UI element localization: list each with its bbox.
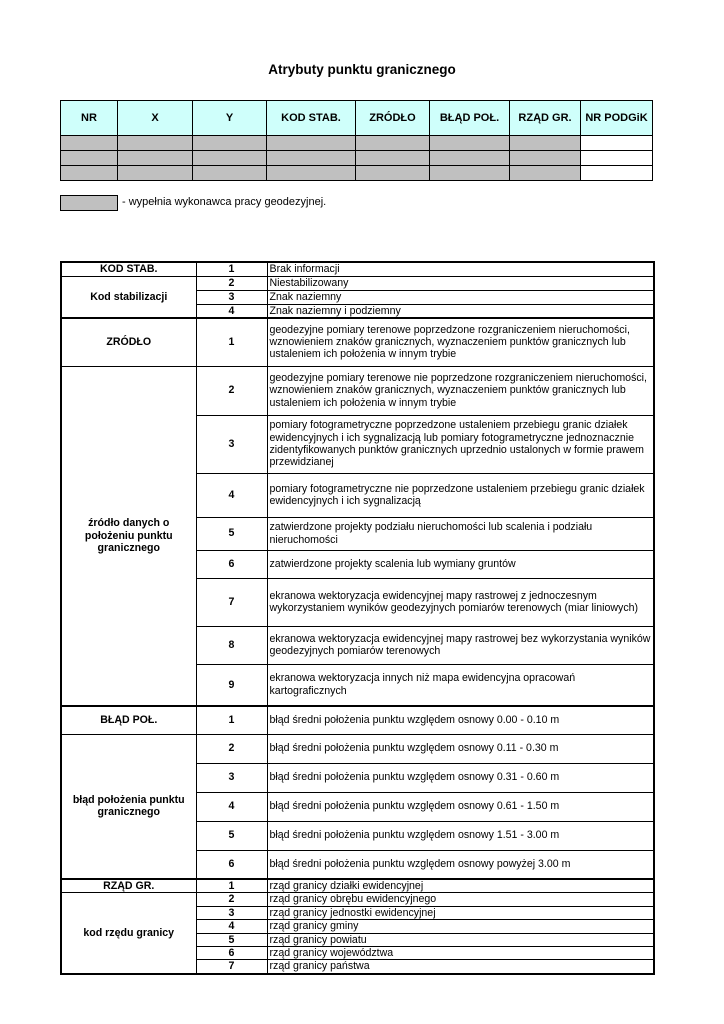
code-number: 7 [196, 960, 267, 974]
code-description: błąd średni położenia punktu względem osnowy 1.51 - 3.00 m [267, 821, 654, 850]
code-number: 1 [196, 879, 267, 893]
legend-gray-swatch [60, 195, 118, 211]
gray-cell [356, 151, 430, 166]
code-number: 4 [196, 920, 267, 933]
code-number: 5 [196, 517, 267, 550]
code-description: błąd średni położenia punktu względem osnowy 0.31 - 0.60 m [267, 763, 654, 792]
column-header: NR [61, 101, 118, 136]
code-number: 2 [196, 734, 267, 763]
code-description: Niestabilizowany [267, 276, 654, 290]
gray-cell [118, 151, 193, 166]
code-description: błąd średni położenia punktu względem osnowy 0.11 - 0.30 m [267, 734, 654, 763]
table-row [61, 276, 654, 290]
gray-cell [356, 136, 430, 151]
code-description: geodezyjne pomiary terenowe poprzedzone rozgraniczeniem nieruchomości, wznowieniem znaków granicznych, wyznaczeniem punktów granicznych lub ustaleniem ich położenia w innym trybie [267, 318, 654, 366]
code-description: błąd średni położenia punktu względem osnowy powyżej 3.00 m [267, 850, 654, 879]
code-number: 6 [196, 850, 267, 879]
gray-cell [61, 136, 118, 151]
section-code-row [61, 706, 654, 734]
table-row [61, 166, 653, 181]
attributes-header-table [60, 100, 653, 181]
code-description: pomiary fotogrametryczne nie poprzedzone ustaleniem przebiegu granic działek ewidencyjnych i ich sygnalizacją [267, 473, 654, 517]
code-description: rząd granicy państwa [267, 960, 654, 974]
white-cell [581, 166, 653, 181]
gray-cell [193, 166, 267, 181]
code-description: ekranowa wektoryzacja innych niż mapa ewidencyjna opracowań kartograficznych [267, 664, 654, 706]
table-row [61, 734, 654, 763]
gray-cell [267, 151, 356, 166]
gray-cell [430, 151, 510, 166]
code-number: 8 [196, 626, 267, 664]
table-row [61, 151, 653, 166]
legend-text: - wypełnia wykonawca pracy geodezyjnej. [122, 196, 327, 208]
column-header: KOD STAB. [267, 101, 356, 136]
section-code-row [61, 262, 654, 276]
code-number: 3 [196, 290, 267, 304]
code-description: rząd granicy województwa [267, 947, 654, 960]
code-number: 1 [196, 318, 267, 366]
code-description: geodezyjne pomiary terenowe nie poprzedzone rozgraniczeniem nieruchomości, wznowieniem znaków granicznych, wyznaczeniem punktów granicznych lub ustaleniem ich położenia w innym trybie [267, 366, 654, 415]
code-description: zatwierdzone projekty scalenia lub wymiany gruntów [267, 550, 654, 578]
section-code: BŁĄD POŁ. [61, 706, 196, 734]
white-cell [581, 136, 653, 151]
code-number: 2 [196, 366, 267, 415]
gray-cell [510, 151, 581, 166]
code-description: rząd granicy obrębu ewidencyjnego [267, 893, 654, 906]
gray-cell [61, 151, 118, 166]
code-number: 4 [196, 792, 267, 821]
code-number: 3 [196, 906, 267, 919]
section-name: Kod stabilizacji [61, 276, 196, 318]
code-description: Znak naziemny i podziemny [267, 304, 654, 318]
section-code: RZĄD GR. [61, 879, 196, 893]
code-description: Znak naziemny [267, 290, 654, 304]
gray-cell [510, 166, 581, 181]
code-number: 9 [196, 664, 267, 706]
table-row [61, 366, 654, 415]
gray-cell [61, 166, 118, 181]
column-header: ZRÓDŁO [356, 101, 430, 136]
page-title: Atrybuty punktu granicznego [268, 62, 456, 77]
code-description: zatwierdzone projekty podziału nieruchomości lub scalenia i podziału nieruchomości [267, 517, 654, 550]
code-description: błąd średni położenia punktu względem osnowy 0.00 - 0.10 m [267, 706, 654, 734]
code-number: 6 [196, 947, 267, 960]
header-row [61, 101, 653, 136]
gray-cell [510, 136, 581, 151]
code-number: 5 [196, 933, 267, 946]
gray-cell [267, 166, 356, 181]
code-description: ekranowa wektoryzacja ewidencyjnej mapy rastrowej z jednoczesnym wykorzystaniem wyników geodezyjnych pomiarów terenowych (miar liniowych) [267, 578, 654, 626]
gray-cell [118, 136, 193, 151]
code-number: 4 [196, 473, 267, 517]
table-row [61, 893, 654, 906]
gray-cell [118, 166, 193, 181]
gray-cell [193, 151, 267, 166]
code-number: 5 [196, 821, 267, 850]
column-header: X [118, 101, 193, 136]
table-row [61, 136, 653, 151]
codes-table [60, 261, 655, 975]
column-header: RZĄD GR. [510, 101, 581, 136]
code-description: pomiary fotogrametryczne poprzedzone ustaleniem przebiegu granic działek ewidencyjnych i ich sygnalizacją lub pomiary fotogrametryczne jednoznacznie zidentyfikowanych punktów granicznych uprzednio ustalonych w formie prawem przewidzianej [267, 415, 654, 473]
code-number: 6 [196, 550, 267, 578]
section-name: kod rzędu granicy [61, 893, 196, 974]
section-code: ZRÓDŁO [61, 318, 196, 366]
code-description: rząd granicy działki ewidencyjnej [267, 879, 654, 893]
white-cell [581, 151, 653, 166]
code-description: błąd średni położenia punktu względem osnowy 0.61 - 1.50 m [267, 792, 654, 821]
code-number: 2 [196, 893, 267, 906]
code-number: 7 [196, 578, 267, 626]
column-header: Y [193, 101, 267, 136]
code-number: 3 [196, 415, 267, 473]
section-code: KOD STAB. [61, 262, 196, 276]
code-description: Brak informacji [267, 262, 654, 276]
gray-cell [356, 166, 430, 181]
gray-cell [267, 136, 356, 151]
gray-cell [193, 136, 267, 151]
column-header: NR PODGiK [581, 101, 653, 136]
code-number: 4 [196, 304, 267, 318]
section-name: błąd położenia punktu granicznego [61, 734, 196, 879]
code-description: rząd granicy powiatu [267, 933, 654, 946]
gray-cell [430, 136, 510, 151]
column-header: BŁĄD POŁ. [430, 101, 510, 136]
code-description: rząd granicy jednostki ewidencyjnej [267, 906, 654, 919]
code-description: rząd granicy gminy [267, 920, 654, 933]
code-number: 2 [196, 276, 267, 290]
section-name: źródło danych o położeniu punktu granicznego [61, 366, 196, 706]
gray-cell [430, 166, 510, 181]
code-description: ekranowa wektoryzacja ewidencyjnej mapy rastrowej bez wykorzystania wyników geodezyjnych pomiarów terenowych [267, 626, 654, 664]
code-number: 1 [196, 706, 267, 734]
section-code-row [61, 318, 654, 366]
code-number: 3 [196, 763, 267, 792]
code-number: 1 [196, 262, 267, 276]
section-code-row [61, 879, 654, 893]
